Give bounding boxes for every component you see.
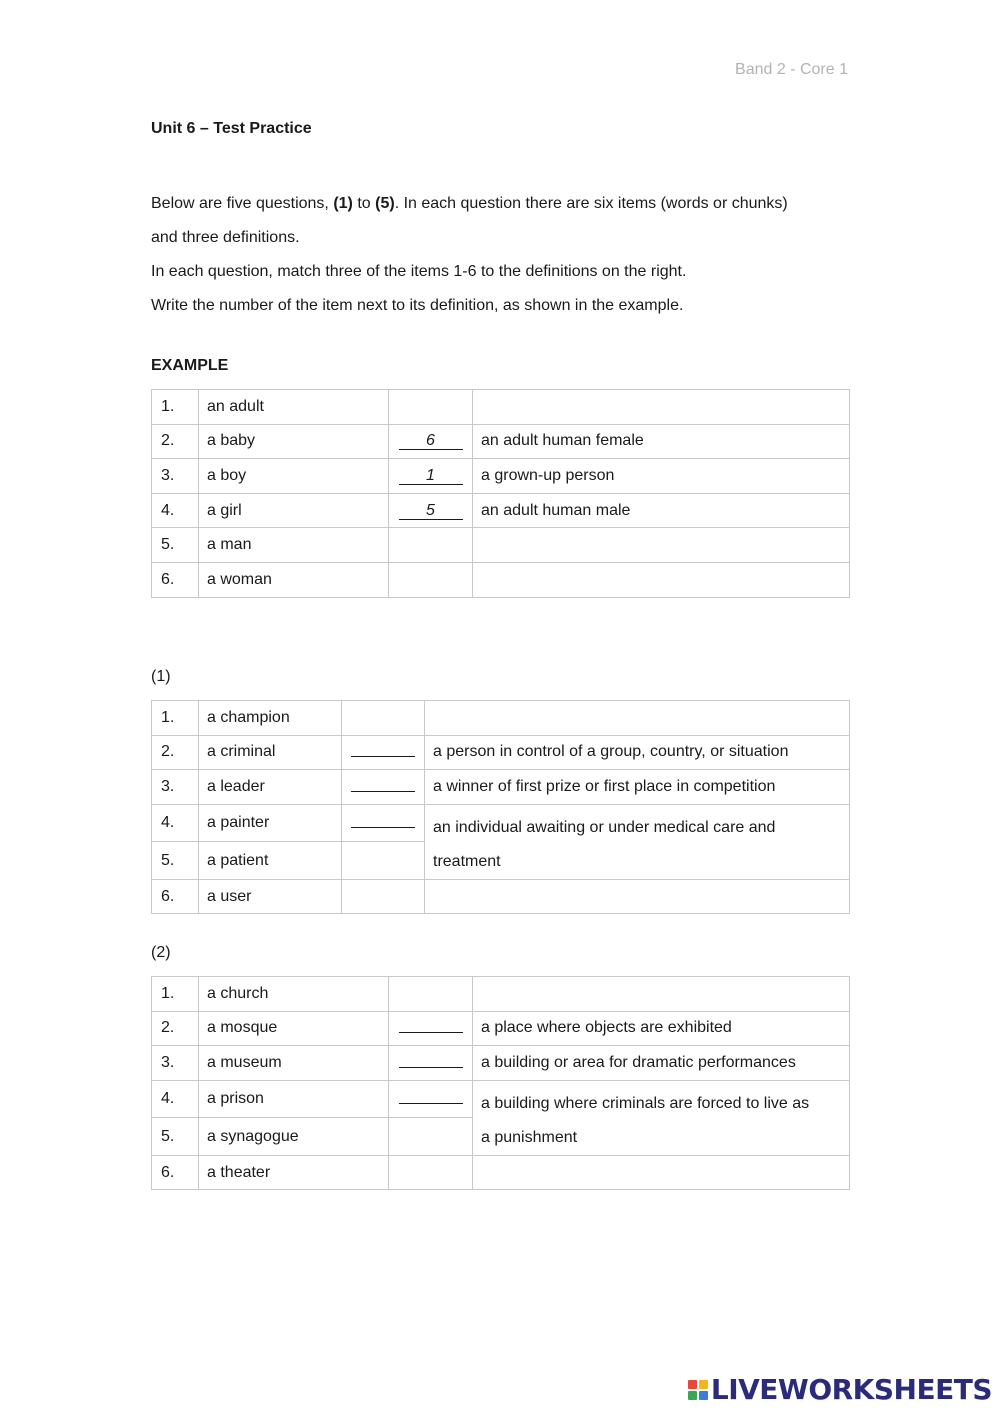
answer-cell (389, 493, 473, 528)
definition-cell (473, 528, 850, 563)
table-row (152, 977, 850, 1012)
item-text: a champion (199, 701, 342, 736)
answer-cell (342, 701, 425, 736)
table-row (152, 390, 850, 425)
item-text: a painter (199, 804, 342, 842)
item-text: a theater (199, 1155, 389, 1190)
item-text: a synagogue (199, 1118, 389, 1156)
question-2-label: (2) (151, 944, 171, 961)
logo-mark-icon (688, 1380, 708, 1400)
table-row (152, 804, 850, 842)
item-number: 4. (152, 493, 199, 528)
example-table (151, 389, 850, 598)
answer-cell (389, 528, 473, 563)
table-row (152, 459, 850, 494)
answer-cell (389, 1118, 473, 1156)
item-number: 6. (152, 562, 199, 597)
answer-cell (342, 879, 425, 914)
definition-cell (425, 879, 850, 914)
definition-text: an adult human male (473, 493, 850, 528)
item-text: a patient (199, 842, 342, 880)
page-title: Unit 6 – Test Practice (151, 120, 312, 137)
answer-cell (389, 424, 473, 459)
table-row (152, 562, 850, 597)
definition-text: a grown-up person (473, 459, 850, 494)
question-1-table (151, 700, 850, 914)
table-row (152, 1046, 850, 1081)
table-row (152, 1080, 850, 1118)
answer-cell (389, 562, 473, 597)
table-row (152, 1155, 850, 1190)
instruction-line-1: Below are five questions, (1) to (5). In each question there are six items (words or chunks) (151, 195, 788, 212)
definition-text: a winner of first prize or first place in competition (425, 770, 850, 805)
answer-cell (389, 459, 473, 494)
table-row (152, 424, 850, 459)
table-row (152, 1011, 850, 1046)
table-row (152, 528, 850, 563)
answer-blank[interactable] (399, 1053, 463, 1068)
logo-text: LIVEWORKSHEETS (710, 1373, 992, 1406)
item-number: 2. (152, 424, 199, 459)
item-number: 1. (152, 977, 199, 1012)
logo-square (688, 1391, 697, 1400)
item-number: 4. (152, 804, 199, 842)
table-row (152, 735, 850, 770)
definition-cell (473, 390, 850, 425)
definition-text: an adult human female (473, 424, 850, 459)
item-number: 2. (152, 735, 199, 770)
item-text: a girl (199, 493, 389, 528)
item-number: 6. (152, 879, 199, 914)
answer-cell (389, 1080, 473, 1118)
item-number: 3. (152, 1046, 199, 1081)
logo-square (699, 1391, 708, 1400)
instruction-line-2: and three definitions. (151, 229, 300, 246)
item-text: a man (199, 528, 389, 563)
item-number: 2. (152, 1011, 199, 1046)
item-text: a leader (199, 770, 342, 805)
item-number: 5. (152, 842, 199, 880)
item-number: 4. (152, 1080, 199, 1118)
answer-cell (389, 1155, 473, 1190)
item-text: a boy (199, 459, 389, 494)
example-answer: 1 (399, 468, 463, 485)
answer-blank[interactable] (351, 777, 415, 792)
item-number: 5. (152, 1118, 199, 1156)
item-text: a criminal (199, 735, 342, 770)
answer-cell (342, 770, 425, 805)
definition-text: a person in control of a group, country, or situation (425, 735, 850, 770)
item-number: 3. (152, 770, 199, 805)
example-answer: 6 (399, 433, 463, 450)
item-text: an adult (199, 390, 389, 425)
table-row (152, 701, 850, 736)
definition-cell (473, 977, 850, 1012)
answer-blank[interactable] (351, 742, 415, 757)
table-row (152, 879, 850, 914)
answer-cell (389, 1011, 473, 1046)
definition-cell (473, 562, 850, 597)
question-1-label: (1) (151, 668, 171, 685)
definition-text-multiline: an individual awaiting or under medical care and treatment (425, 804, 850, 879)
liveworksheets-logo[interactable] (688, 1373, 992, 1406)
example-label: EXAMPLE (151, 357, 229, 374)
definition-cell (473, 1155, 850, 1190)
question-2-table (151, 976, 850, 1190)
answer-cell (389, 977, 473, 1012)
item-text: a prison (199, 1080, 389, 1118)
definition-text: a place where objects are exhibited (473, 1011, 850, 1046)
definition-cell (425, 701, 850, 736)
answer-blank[interactable] (351, 813, 415, 828)
answer-cell (389, 390, 473, 425)
item-text: a baby (199, 424, 389, 459)
item-number: 1. (152, 390, 199, 425)
definition-text: a building or area for dramatic performances (473, 1046, 850, 1081)
answer-cell (389, 1046, 473, 1081)
answer-blank[interactable] (399, 1018, 463, 1033)
answer-cell (342, 842, 425, 880)
item-number: 6. (152, 1155, 199, 1190)
logo-square (688, 1380, 697, 1389)
answer-cell (342, 735, 425, 770)
item-text: a museum (199, 1046, 389, 1081)
table-row (152, 770, 850, 805)
item-text: a woman (199, 562, 389, 597)
item-number: 3. (152, 459, 199, 494)
item-text: a user (199, 879, 342, 914)
instruction-line-3: In each question, match three of the items 1-6 to the definitions on the right. (151, 263, 687, 280)
instruction-line-4: Write the number of the item next to its definition, as shown in the example. (151, 297, 684, 314)
logo-square (699, 1380, 708, 1389)
item-number: 5. (152, 528, 199, 563)
item-text: a mosque (199, 1011, 389, 1046)
answer-blank[interactable] (399, 1089, 463, 1104)
item-number: 1. (152, 701, 199, 736)
instructions (151, 187, 851, 323)
definition-text-multiline: a building where criminals are forced to live as a punishment (473, 1080, 850, 1155)
example-answer: 5 (399, 503, 463, 520)
header-band-label: Band 2 - Core 1 (735, 61, 848, 78)
item-text: a church (199, 977, 389, 1012)
answer-cell (342, 804, 425, 842)
table-row (152, 493, 850, 528)
